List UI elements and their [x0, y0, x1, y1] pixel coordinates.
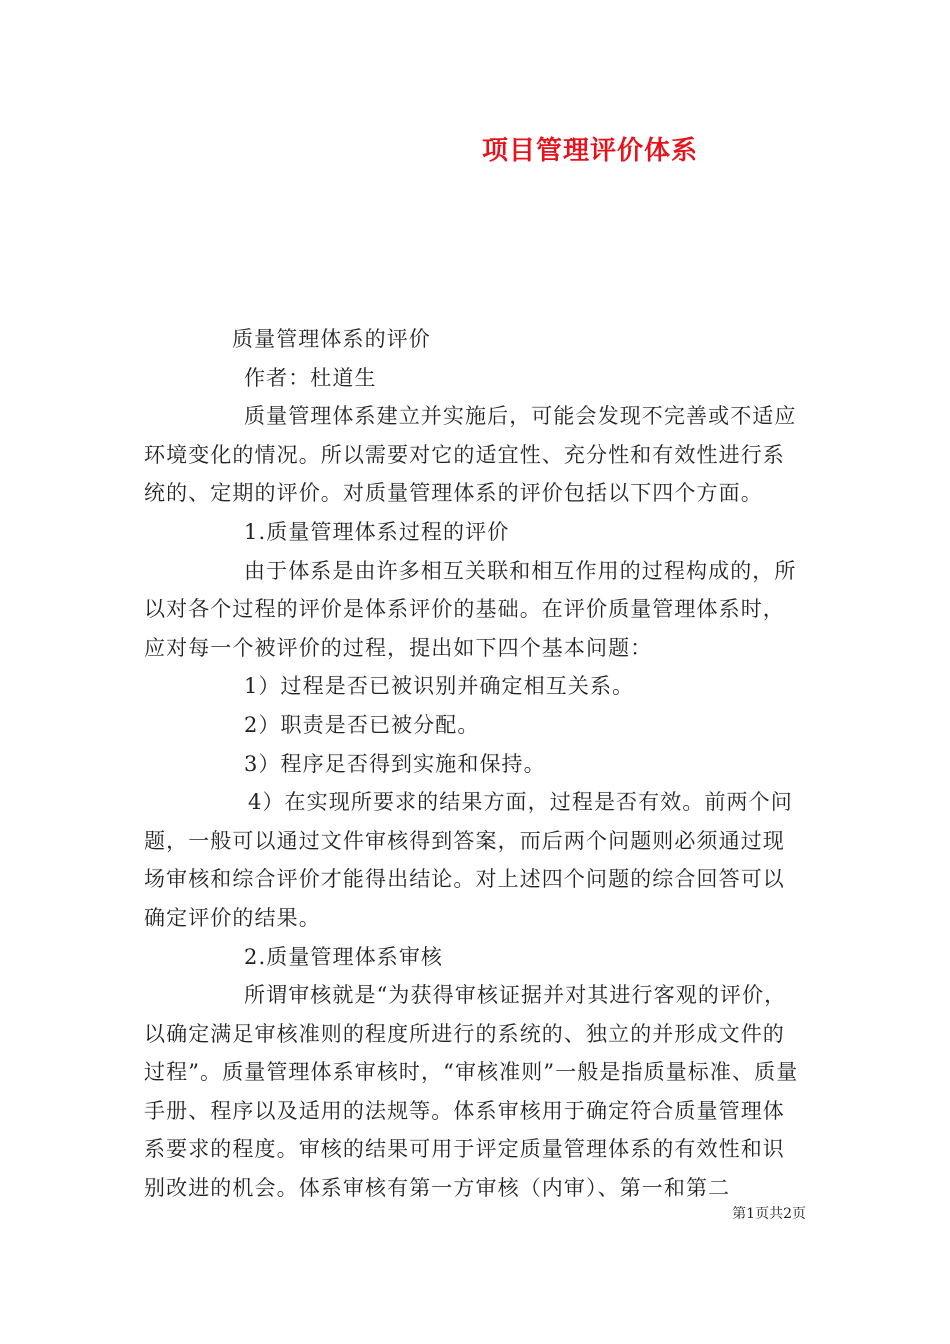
list-item: 3）程序足否得到实施和保持。: [244, 751, 546, 776]
page-footer: [732, 1203, 806, 1223]
page-number: 第1页共2页: [732, 1206, 806, 1222]
section-heading: 质量管理体系的评价: [232, 327, 431, 351]
subsection-heading: 2.质量管理体系审核: [244, 944, 444, 969]
list-item: 2）职责是否已被分配。: [244, 712, 480, 737]
list-item: 4）在实现所要求的结果方面，过程是否有效。前两个问题，一般可以通过文件审核得到答案，而后两个问题则必须通过现场审核和综合评价才能得出结论。对上述四个问题的综合回答可以确定评价的结果。: [144, 790, 793, 930]
paragraph: 所谓审核就是“为获得审核证据并对其进行客观的评价，以确定满足审核准则的程度所进行的系统的、独立的并形成文件的过程”。质量管理体系审核时，“审核准则”一般是指质量标准、质量手册、程序以及适用的法规等。体系审核用于确定符合质量管理体系要求的程度。审核的结果可用于评定质量管理体系的有效性和识别改进的机会。体系审核有第一方审核（内审）、第一和第二: [144, 983, 799, 1201]
document-body: [144, 320, 806, 1208]
list-item: 1）过程是否已被识别并确定相互关系。: [244, 674, 635, 699]
paragraph: 质量管理体系建立并实施后，可能会发现不完善或不适应环境变化的情况。所以需要对它的适宜性、充分性和有效性进行系统的、定期的评价。对质量管理体系的评价包括以下四个方面。: [144, 404, 797, 506]
paragraph: 由于体系是由许多相互关联和相互作用的过程构成的，所以对各个过程的评价是体系评价的基础。在评价质量管理体系时，应对每一个被评价的过程，提出如下四个基本问题：: [144, 558, 797, 660]
author-line: 作者：杜道生: [244, 365, 377, 390]
document-title: 项目管理评价体系: [481, 136, 698, 166]
subsection-heading: 1.质量管理体系过程的评价: [244, 519, 510, 544]
